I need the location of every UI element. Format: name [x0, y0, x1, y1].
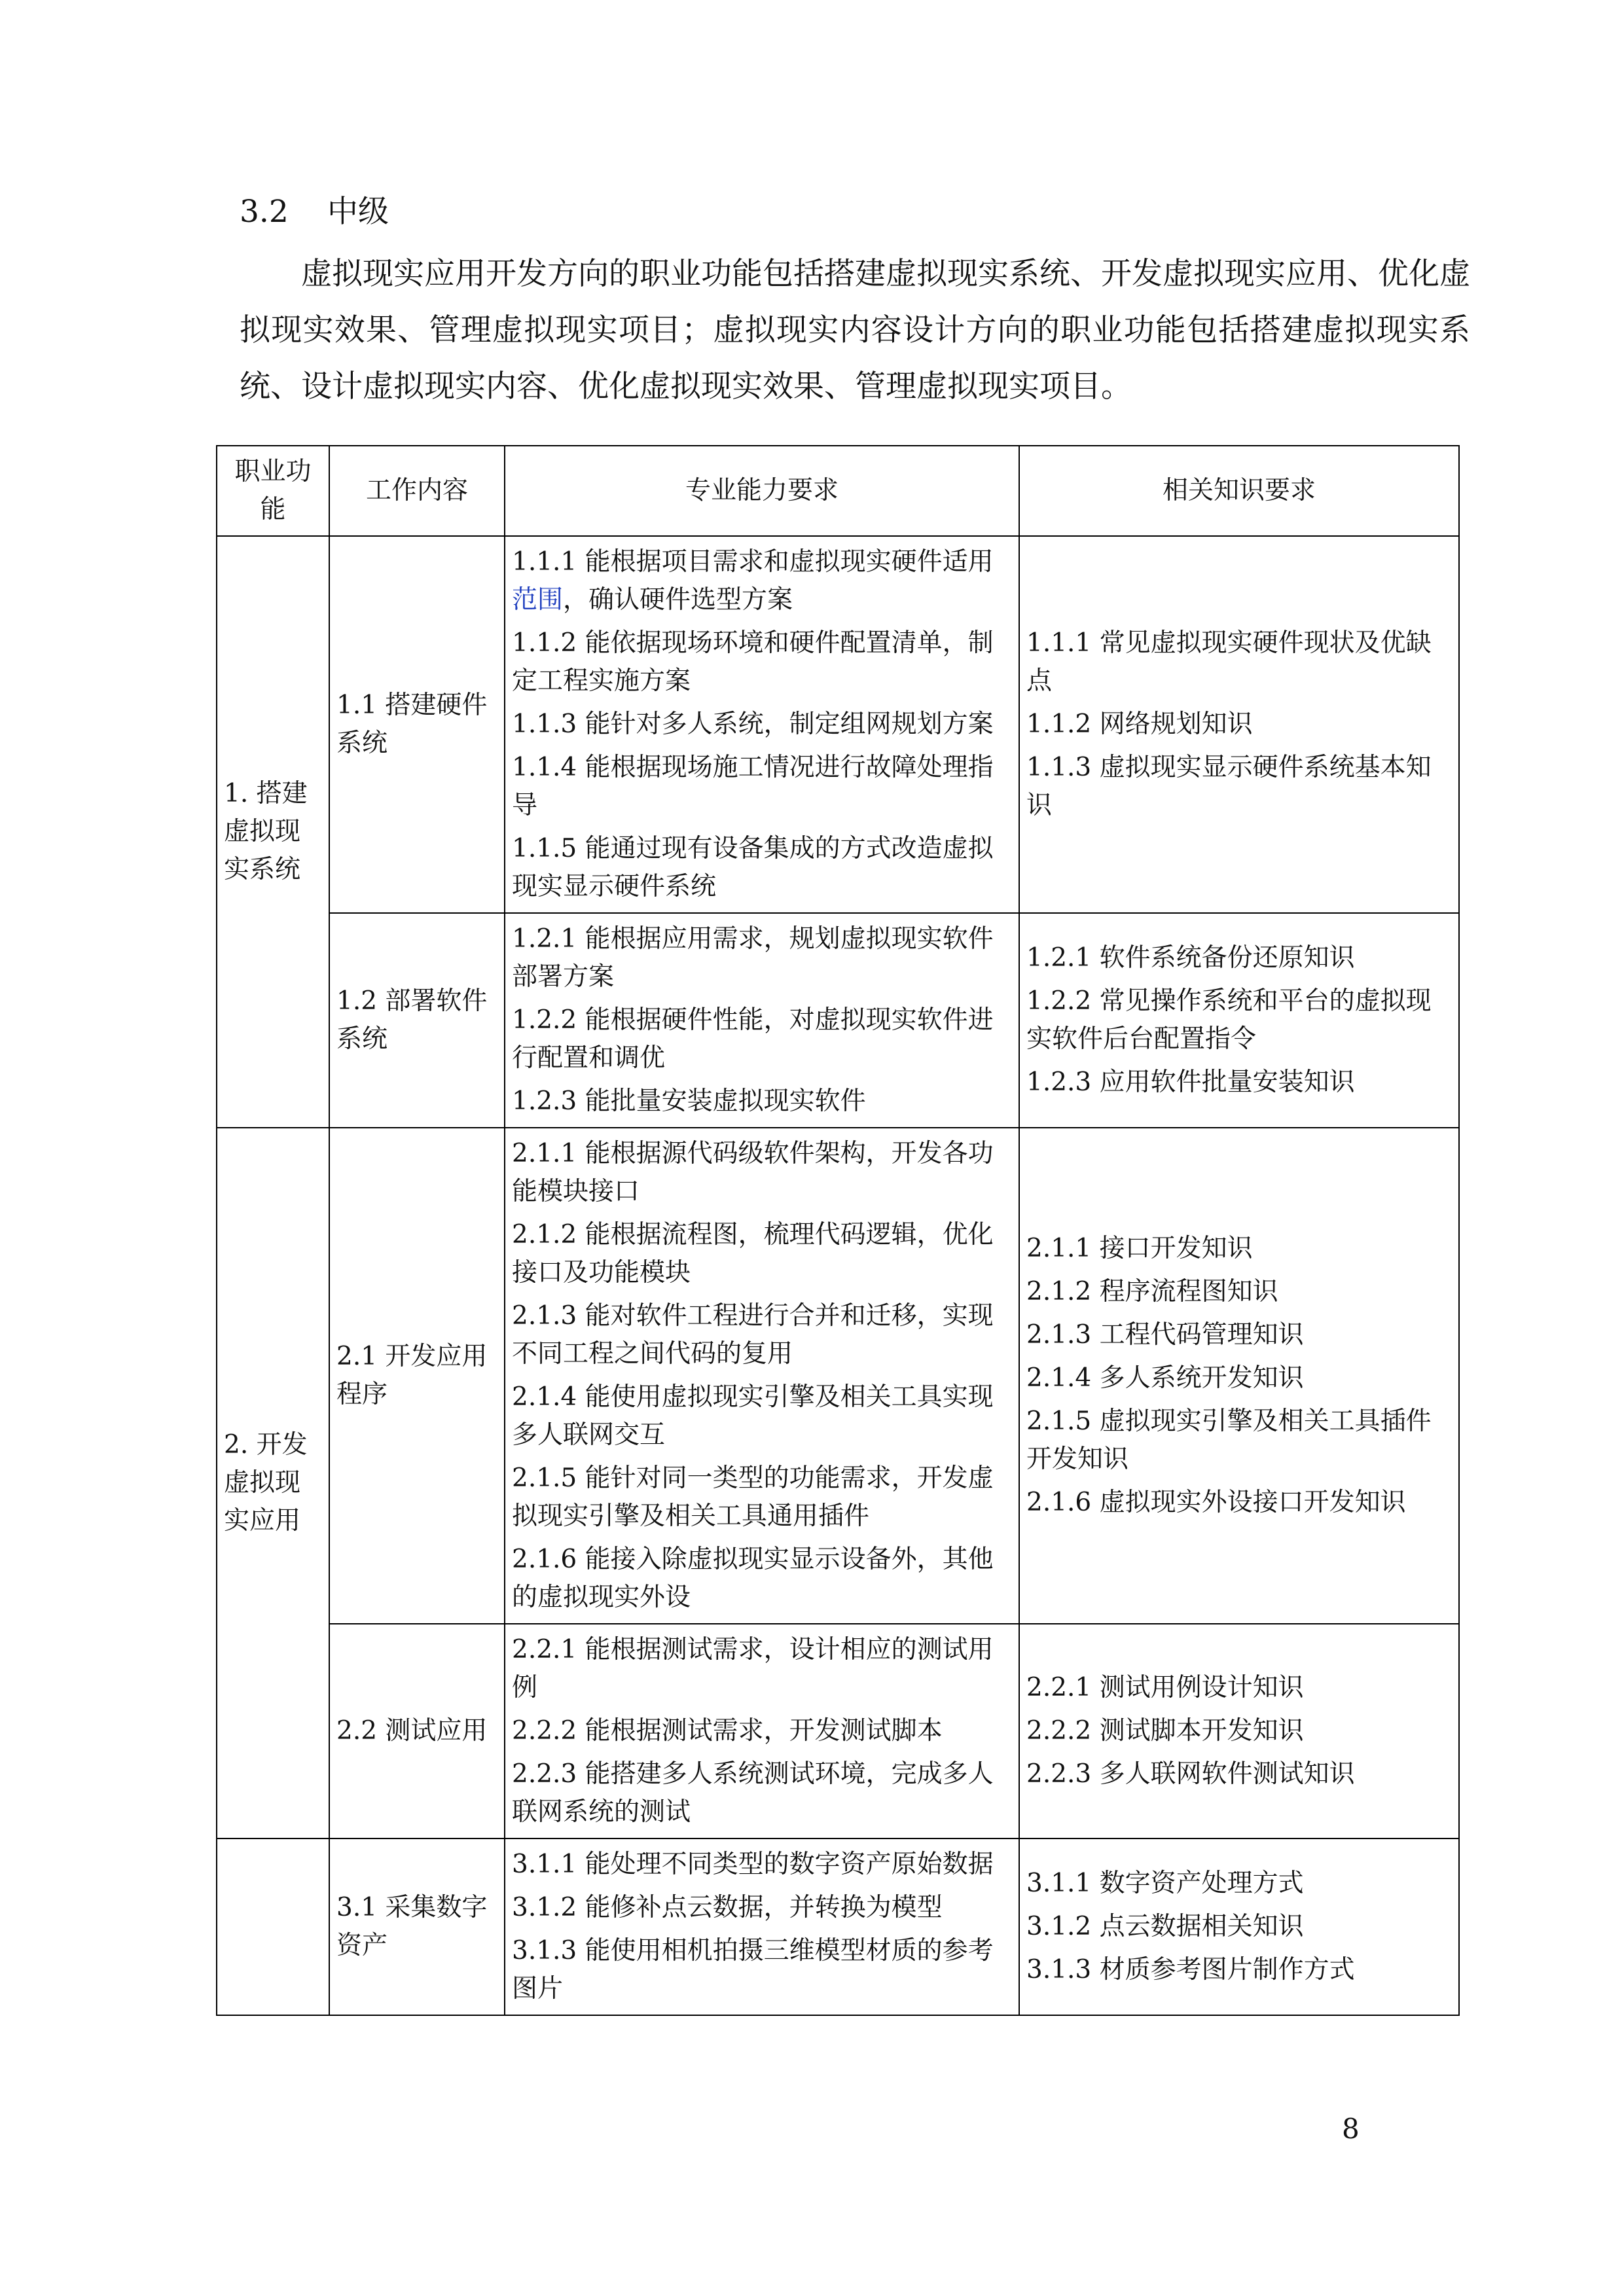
- ability-list: [512, 1631, 1012, 1831]
- ability-list: [512, 1135, 1012, 1617]
- table-row: [217, 913, 1459, 1128]
- ability-text: 1.2.1 能根据应用需求，规划虚拟现实软件部署方案: [512, 924, 994, 992]
- ability-cell: [505, 1624, 1019, 1839]
- ability-item: [512, 1712, 1012, 1750]
- work-content-cell: 2.1 开发应用程序: [329, 1128, 505, 1624]
- ability-text: 2.2.1 能根据测试需求，设计相应的测试用例: [512, 1635, 994, 1702]
- knowledge-list: [1026, 939, 1452, 1102]
- knowledge-cell: [1019, 1839, 1459, 2015]
- work-content-cell: 2.2 测试应用: [329, 1624, 505, 1839]
- ability-text: 2.1.2 能根据流程图，梳理代码逻辑，优化接口及功能模块: [512, 1220, 994, 1287]
- knowledge-item: 3.1.2 点云数据相关知识: [1026, 1912, 1304, 1941]
- ability-list: [512, 543, 1012, 906]
- ability-item: [512, 1001, 1012, 1077]
- ability-item: [512, 1216, 1012, 1292]
- header-ability: 专业能力要求: [505, 446, 1019, 536]
- ability-text: 1.1.4 能根据现场施工情况进行故障处理指导: [512, 753, 994, 820]
- ability-text: 2.1.3 能对软件工程进行合并和迁移，实现不同工程之间代码的复用: [512, 1301, 994, 1369]
- function-cell: [217, 1839, 329, 2015]
- hyperlink-word[interactable]: 范围: [512, 585, 564, 615]
- ability-item: [512, 1932, 1012, 2008]
- table-row: [217, 536, 1459, 913]
- ability-item: [512, 1541, 1012, 1617]
- ability-text: 3.1.1 能处理不同类型的数字资产原始数据: [512, 1850, 994, 1879]
- ability-item: [512, 1135, 1012, 1211]
- section-number: 3.2: [240, 194, 289, 230]
- ability-item: [512, 1889, 1012, 1927]
- ability-item: [512, 830, 1012, 906]
- ability-item: [512, 1846, 1012, 1884]
- ability-text: 2.1.6 能接入除虚拟现实显示设备外，其他的虚拟现实外设: [512, 1545, 994, 1612]
- knowledge-item: 1.1.1 常见虚拟现实硬件现状及优缺点: [1026, 628, 1432, 696]
- competency-table: [216, 445, 1460, 2016]
- ability-text-tail: ，确认硬件选型方案: [563, 585, 793, 615]
- knowledge-item: 1.2.3 应用软件批量安装知识: [1026, 1067, 1355, 1097]
- knowledge-cell: [1019, 913, 1459, 1128]
- header-function: 职业功能: [217, 446, 329, 536]
- ability-text: 1.1.3 能针对多人系统，制定组网规划方案: [512, 709, 994, 739]
- knowledge-item: 2.1.2 程序流程图知识: [1026, 1277, 1278, 1306]
- knowledge-item: 2.2.3 多人联网软件测试知识: [1026, 1759, 1355, 1789]
- ability-text: 1.1.5 能通过现有设备集成的方式改造虚拟现实显示硬件系统: [512, 834, 994, 901]
- work-content-cell: 1.2 部署软件系统: [329, 913, 505, 1128]
- ability-item: [512, 706, 1012, 744]
- ability-item: [512, 920, 1012, 996]
- ability-item: [512, 1297, 1012, 1373]
- header-work-content: 工作内容: [329, 446, 505, 536]
- ability-item: [512, 749, 1012, 825]
- ability-text: 3.1.2 能修补点云数据，并转换为模型: [512, 1893, 943, 1922]
- ability-text: 2.1.1 能根据源代码级软件架构，开发各功能模块接口: [512, 1139, 994, 1206]
- ability-text: 1.1.2 能依据现场环境和硬件配置清单，制定工程实施方案: [512, 628, 994, 696]
- section-title: 中级: [327, 194, 389, 230]
- intro-paragraph: 虚拟现实应用开发方向的职业功能包括搭建虚拟现实系统、开发虚拟现实应用、优化虚拟现实效果、管理虚拟现实项目；虚拟现实内容设计方向的职业功能包括搭建虚拟现实系统、设计虚拟现实内容、优化虚拟现实效果、管理虚拟现实项目。: [240, 256, 1470, 404]
- ability-item: [512, 1631, 1012, 1707]
- knowledge-item: 2.2.2 测试脚本开发知识: [1026, 1716, 1304, 1746]
- ability-text: 3.1.3 能使用相机拍摄三维模型材质的参考图片: [512, 1936, 994, 2003]
- knowledge-list: [1026, 624, 1452, 825]
- section-heading: [240, 191, 389, 233]
- work-content-cell: 3.1 采集数字资产: [329, 1839, 505, 2015]
- knowledge-item: 2.1.5 虚拟现实引擎及相关工具插件开发知识: [1026, 1407, 1432, 1474]
- ability-item: [512, 1083, 1012, 1121]
- ability-list: [512, 1846, 1012, 2008]
- ability-cell: [505, 1128, 1019, 1624]
- ability-text: 1.2.2 能根据硬件性能，对虚拟现实软件进行配置和调优: [512, 1005, 994, 1073]
- ability-cell: [505, 536, 1019, 913]
- work-content-cell: 1.1 搭建硬件系统: [329, 536, 505, 913]
- knowledge-item: 1.1.3 虚拟现实显示硬件系统基本知识: [1026, 753, 1432, 820]
- knowledge-cell: [1019, 536, 1459, 913]
- knowledge-list: [1026, 1865, 1452, 1989]
- knowledge-item: 1.2.2 常见操作系统和平台的虚拟现实软件后台配置指令: [1026, 986, 1432, 1054]
- ability-list: [512, 920, 1012, 1121]
- table-body: [217, 536, 1459, 2015]
- knowledge-item: 1.2.1 软件系统备份还原知识: [1026, 943, 1355, 973]
- knowledge-item: 2.2.1 测试用例设计知识: [1026, 1673, 1304, 1702]
- knowledge-item: 1.1.2 网络规划知识: [1026, 709, 1253, 739]
- ability-cell: [505, 1839, 1019, 2015]
- ability-text: 2.2.3 能搭建多人系统测试环境，完成多人联网系统的测试: [512, 1759, 994, 1827]
- knowledge-item: 2.1.6 虚拟现实外设接口开发知识: [1026, 1488, 1406, 1517]
- ability-text: 1.1.1 能根据项目需求和虚拟现实硬件适用: [512, 547, 994, 577]
- knowledge-item: 2.1.3 工程代码管理知识: [1026, 1320, 1304, 1350]
- ability-item: [512, 1755, 1012, 1831]
- ability-text: 2.2.2 能根据测试需求，开发测试脚本: [512, 1716, 943, 1746]
- knowledge-item: 2.1.4 多人系统开发知识: [1026, 1363, 1304, 1393]
- table-row: [217, 1839, 1459, 2015]
- ability-text: 2.1.4 能使用虚拟现实引擎及相关工具实现多人联网交互: [512, 1382, 994, 1450]
- knowledge-item: 2.1.1 接口开发知识: [1026, 1234, 1253, 1263]
- knowledge-cell: [1019, 1624, 1459, 1839]
- ability-cell: [505, 913, 1019, 1128]
- function-cell: 1. 搭建虚拟现实系统: [217, 536, 329, 1128]
- knowledge-cell: [1019, 1128, 1459, 1624]
- ability-text: 1.2.3 能批量安装虚拟现实软件: [512, 1086, 866, 1116]
- knowledge-item: 3.1.3 材质参考图片制作方式: [1026, 1955, 1355, 1984]
- ability-text: 2.1.5 能针对同一类型的功能需求，开发虚拟现实引擎及相关工具通用插件: [512, 1463, 994, 1531]
- ability-item: [512, 1460, 1012, 1535]
- knowledge-item: 3.1.1 数字资产处理方式: [1026, 1869, 1304, 1898]
- knowledge-list: [1026, 1669, 1452, 1793]
- page-number: 8: [1342, 2113, 1360, 2145]
- table-row: [217, 1624, 1459, 1839]
- table-header-row: [217, 446, 1459, 536]
- intro-text: [240, 246, 1470, 415]
- function-cell: 2. 开发虚拟现实应用: [217, 1128, 329, 1839]
- table-row: [217, 1128, 1459, 1624]
- header-knowledge: 相关知识要求: [1019, 446, 1459, 536]
- ability-item: [512, 624, 1012, 700]
- ability-item: [512, 543, 1012, 619]
- ability-item: [512, 1378, 1012, 1454]
- knowledge-list: [1026, 1230, 1452, 1522]
